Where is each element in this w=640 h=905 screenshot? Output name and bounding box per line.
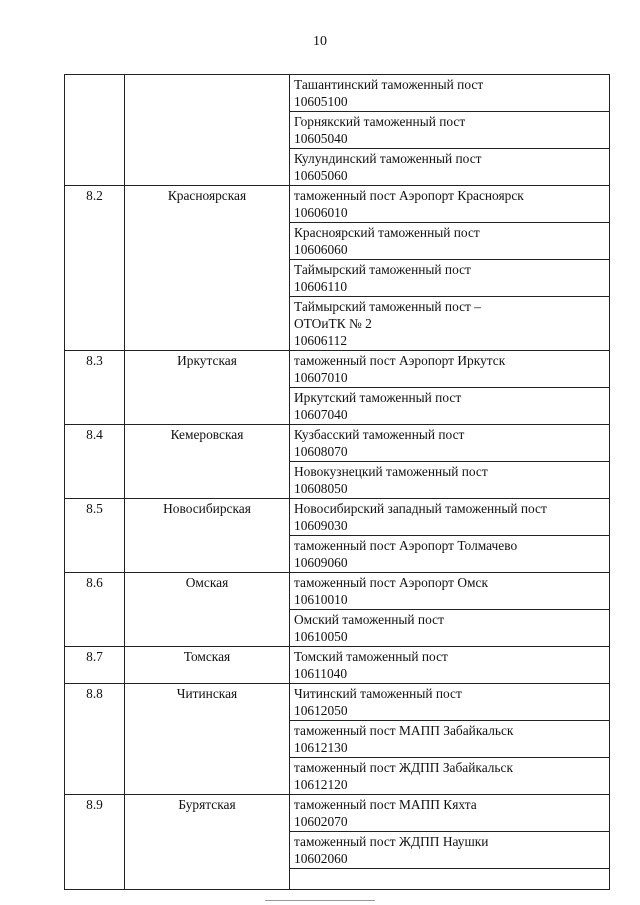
- item-number-cell: 8.5: [65, 499, 125, 573]
- item-number-cell: 8.8: [65, 684, 125, 795]
- post-code: 10606112: [294, 333, 348, 348]
- post-code: 10609030: [294, 518, 348, 533]
- post-name-line: таможенный пост Аэропорт Красноярск: [294, 188, 524, 203]
- post-name-line: Таймырский таможенный пост: [294, 262, 471, 277]
- post-name-line: Красноярский таможенный пост: [294, 225, 480, 240]
- post-name-line: таможенный пост МАПП Забайкальск: [294, 723, 514, 738]
- post-code: 10605060: [294, 168, 348, 183]
- post-code: 10612120: [294, 777, 348, 792]
- post-name-line: Новокузнецкий таможенный пост: [294, 464, 488, 479]
- customs-post-cell: [290, 351, 610, 388]
- bottom-edge-mark: [265, 900, 375, 903]
- table-row: [65, 351, 610, 388]
- post-name-line: таможенный пост Аэропорт Омск: [294, 575, 488, 590]
- customs-post-cell: [290, 832, 610, 869]
- post-name-line: таможенный пост Аэропорт Иркутск: [294, 353, 506, 368]
- post-name-line: ОТОиТК № 2: [294, 316, 372, 331]
- region-cell: [125, 75, 290, 186]
- item-number-cell: 8.3: [65, 351, 125, 425]
- item-number-cell: 8.2: [65, 186, 125, 351]
- post-code: 10606110: [294, 279, 348, 294]
- customs-post-cell: [290, 462, 610, 499]
- post-code: 10610010: [294, 592, 348, 607]
- post-name-line: таможенный пост Аэропорт Толмачево: [294, 538, 518, 553]
- region-cell: Новосибирская: [125, 499, 290, 573]
- post-name-line: Ташантинский таможенный пост: [294, 77, 484, 92]
- post-code: 10608070: [294, 444, 348, 459]
- table-row: [65, 647, 610, 684]
- post-code: 10608050: [294, 481, 348, 496]
- post-name-line: Таймырский таможенный пост –: [294, 299, 481, 314]
- post-name-line: таможенный пост ЖДПП Забайкальск: [294, 760, 513, 775]
- post-code: 10605040: [294, 131, 348, 146]
- post-code: 10609060: [294, 555, 348, 570]
- post-name-line: Читинский таможенный пост: [294, 686, 462, 701]
- region-cell: Бурятская: [125, 795, 290, 890]
- customs-posts-table: [64, 74, 610, 890]
- region-cell: Томская: [125, 647, 290, 684]
- post-name-line: Горнякский таможенный пост: [294, 114, 466, 129]
- post-code: 10606060: [294, 242, 348, 257]
- region-cell: Омская: [125, 573, 290, 647]
- post-code: 10610050: [294, 629, 348, 644]
- item-number-cell: 8.7: [65, 647, 125, 684]
- post-code: 10611040: [294, 666, 348, 681]
- customs-post-cell: [290, 647, 610, 684]
- customs-post-cell: [290, 112, 610, 149]
- customs-post-cell: [290, 536, 610, 573]
- customs-post-cell: [290, 425, 610, 462]
- item-number-cell: [65, 75, 125, 186]
- post-name-line: Кулундинский таможенный пост: [294, 151, 482, 166]
- post-code: 10602060: [294, 851, 348, 866]
- region-cell: Читинская: [125, 684, 290, 795]
- region-cell: Иркутская: [125, 351, 290, 425]
- table-body: [65, 75, 610, 890]
- customs-post-cell: [290, 610, 610, 647]
- item-number-cell: 8.6: [65, 573, 125, 647]
- post-code: 10607040: [294, 407, 348, 422]
- post-name-line: Томский таможенный пост: [294, 649, 448, 664]
- post-name-line: Омский таможенный пост: [294, 612, 444, 627]
- post-code: 10605100: [294, 94, 348, 109]
- item-number-cell: 8.4: [65, 425, 125, 499]
- post-name-line: таможенный пост ЖДПП Наушки: [294, 834, 489, 849]
- customs-post-cell: [290, 758, 610, 795]
- post-name-line: Иркутский таможенный пост: [294, 390, 462, 405]
- table-row: [65, 186, 610, 223]
- table-row: [65, 499, 610, 536]
- post-code: 10612050: [294, 703, 348, 718]
- page-number: 10: [313, 34, 327, 49]
- post-name-line: Новосибирский западный таможенный пост: [294, 501, 547, 516]
- post-code: 10606010: [294, 205, 348, 220]
- customs-post-cell: [290, 499, 610, 536]
- region-cell: Кемеровская: [125, 425, 290, 499]
- table-row: [65, 573, 610, 610]
- table-row: [65, 425, 610, 462]
- region-cell: Красноярская: [125, 186, 290, 351]
- customs-post-cell: [290, 297, 610, 351]
- customs-post-cell: [290, 260, 610, 297]
- item-number-cell: 8.9: [65, 795, 125, 890]
- customs-post-cell: [290, 795, 610, 832]
- customs-post-cell: [290, 573, 610, 610]
- customs-post-cell: [290, 721, 610, 758]
- customs-post-cell: [290, 223, 610, 260]
- customs-post-cell: [290, 388, 610, 425]
- post-name-line: таможенный пост МАПП Кяхта: [294, 797, 477, 812]
- customs-post-cell: [290, 149, 610, 186]
- post-code: 10607010: [294, 370, 348, 385]
- post-name-line: Кузбасский таможенный пост: [294, 427, 465, 442]
- table-row: [65, 795, 610, 832]
- post-code: 10612130: [294, 740, 348, 755]
- customs-post-cell: [290, 684, 610, 721]
- customs-post-cell: [290, 75, 610, 112]
- table-row: [65, 75, 610, 112]
- empty-cell: [290, 869, 610, 890]
- customs-post-cell: [290, 186, 610, 223]
- table-row: [65, 684, 610, 721]
- post-code: 10602070: [294, 814, 348, 829]
